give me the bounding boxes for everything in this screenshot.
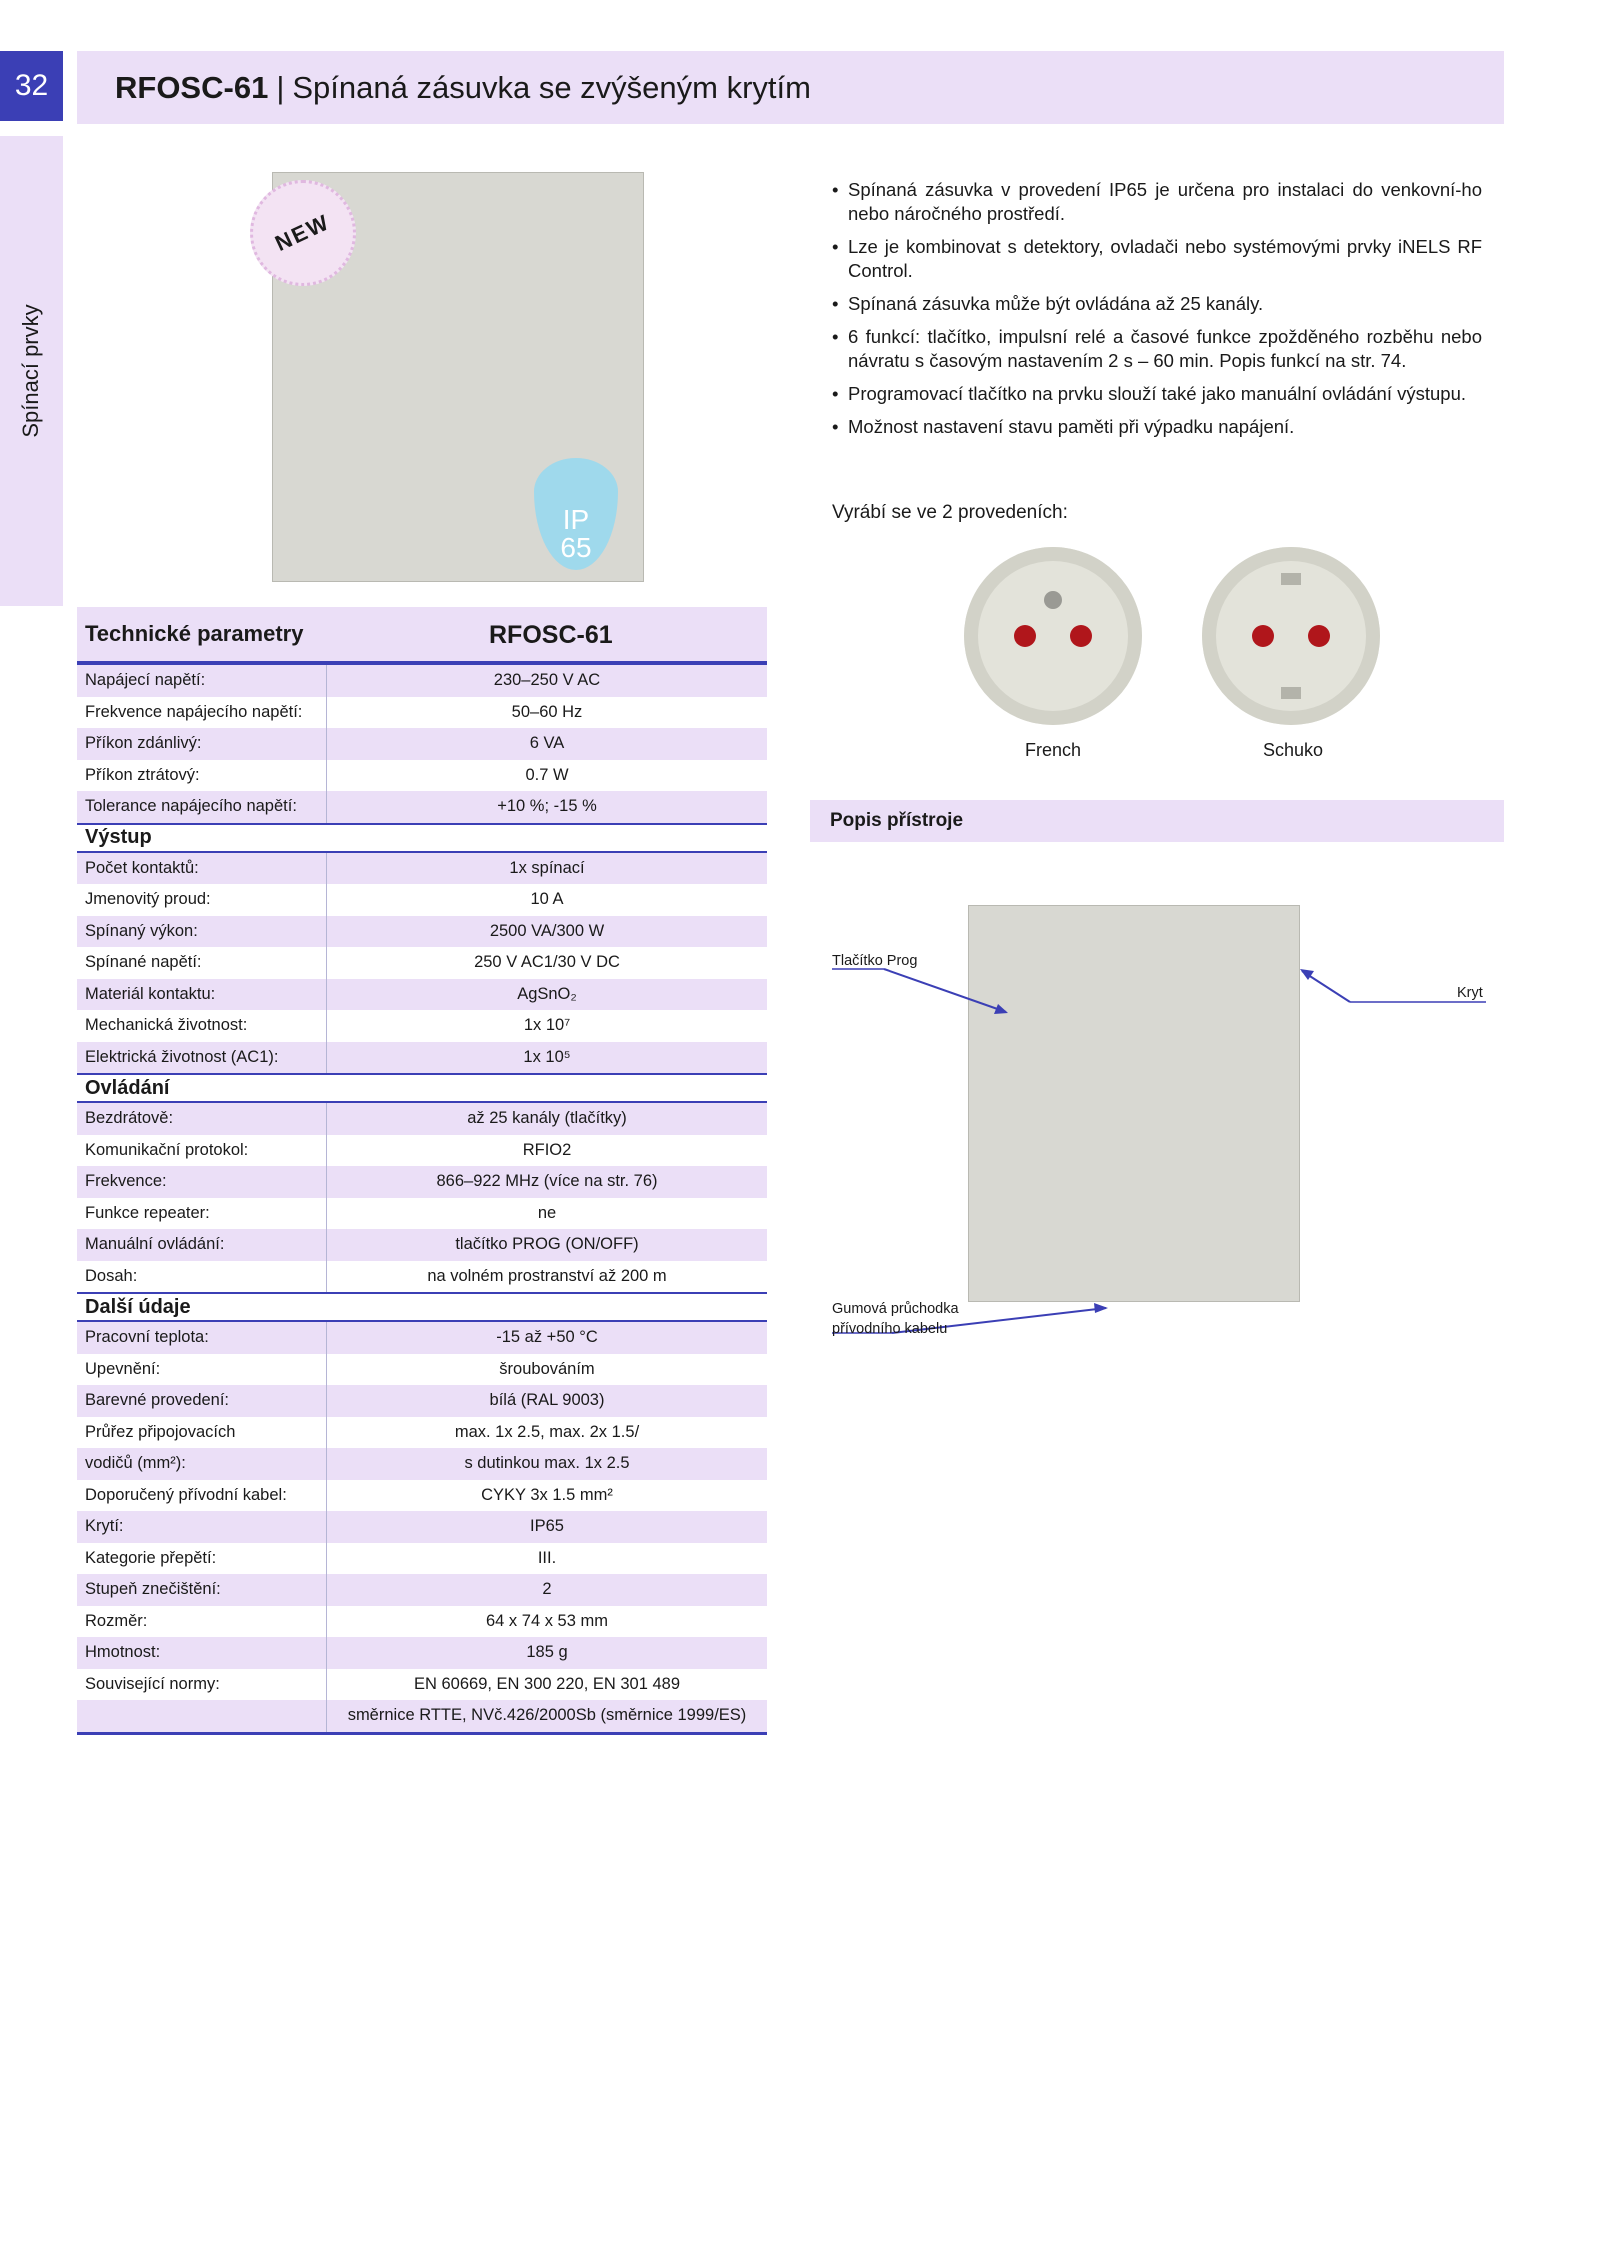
spec-row bbox=[77, 760, 767, 792]
spec-row bbox=[77, 728, 767, 760]
spec-row bbox=[77, 1511, 767, 1543]
spec-value: CYKY 3x 1.5 mm² bbox=[481, 1485, 613, 1504]
spec-row bbox=[77, 979, 767, 1011]
product-title: Spínaná zásuvka se zvýšeným krytím bbox=[292, 69, 811, 105]
spec-value: 6 VA bbox=[529, 734, 565, 753]
spec-key: Krytí: bbox=[77, 1511, 327, 1543]
spec-table-body bbox=[77, 665, 767, 1732]
spec-header-model: RFOSC-61 bbox=[489, 621, 613, 649]
spec-row bbox=[77, 1322, 767, 1354]
spec-value: bílá (RAL 9003) bbox=[489, 1391, 605, 1410]
spec-value: 10 A bbox=[530, 890, 564, 909]
feature-item: • Možnost nastavení stavu paměti při výpadku napájení. bbox=[832, 415, 1482, 439]
earth-pin bbox=[1044, 591, 1062, 609]
spec-section-title: Výstup bbox=[77, 823, 767, 853]
prog-arrowhead bbox=[994, 1004, 1008, 1014]
spec-value: AgSnO₂ bbox=[517, 984, 577, 1003]
spec-key: Pracovní teplota: bbox=[77, 1322, 327, 1354]
feature-item: • 6 funkcí: tlačítko, impulsní relé a časové funkce zpožděného rozběhu nebo návratu s časovým nastavením 2 s – 60 min. Popis funkcí na str. 74. bbox=[832, 325, 1482, 373]
variants-label: Vyrábí se ve 2 provedeních: bbox=[832, 502, 1068, 523]
description-header bbox=[810, 800, 1504, 842]
spec-key: Průřez připojovacích bbox=[77, 1417, 327, 1449]
spec-row bbox=[77, 1448, 767, 1480]
spec-value: šroubováním bbox=[499, 1359, 595, 1378]
spec-row bbox=[77, 1700, 767, 1732]
spec-value: III. bbox=[537, 1548, 557, 1567]
new-badge-label: NEW bbox=[271, 209, 335, 256]
spec-value: 1x 10⁷ bbox=[523, 1016, 571, 1035]
spec-row bbox=[77, 853, 767, 885]
spec-row bbox=[77, 697, 767, 729]
spec-key: Upevnění: bbox=[77, 1354, 327, 1386]
earth-clip bbox=[1281, 687, 1301, 699]
spec-value: směrnice RTTE, NVč.426/2000Sb (směrnice 1999/ES) bbox=[347, 1706, 747, 1725]
spec-value: max. 1x 2.5, max. 2x 1.5/ bbox=[454, 1422, 640, 1441]
socket-hole bbox=[1014, 625, 1036, 647]
spec-key: Manuální ovládání: bbox=[77, 1229, 327, 1261]
spec-row bbox=[77, 1543, 767, 1575]
callout-grommet-line2: přívodního kabelu bbox=[832, 1321, 948, 1337]
spec-value: 2 bbox=[542, 1580, 552, 1599]
french-socket-image bbox=[964, 547, 1142, 725]
spec-row bbox=[77, 1574, 767, 1606]
spec-row bbox=[77, 1669, 767, 1701]
ip-badge-bottom: 65 bbox=[560, 532, 592, 563]
spec-row bbox=[77, 1606, 767, 1638]
prog-arrow bbox=[884, 969, 1006, 1012]
spec-key bbox=[77, 1700, 327, 1732]
earth-clip bbox=[1281, 573, 1301, 585]
spec-table-header bbox=[77, 607, 767, 665]
spec-key: vodičů (mm²): bbox=[77, 1448, 327, 1480]
spec-row bbox=[77, 916, 767, 948]
socket-hole bbox=[1070, 625, 1092, 647]
spec-value: 50–60 Hz bbox=[511, 702, 583, 721]
spec-value: IP65 bbox=[530, 1517, 564, 1536]
spec-value: 1x 10⁵ bbox=[523, 1047, 571, 1066]
spec-key: Hmotnost: bbox=[77, 1637, 327, 1669]
variant-schuko-caption: Schuko bbox=[1263, 740, 1324, 760]
spec-value: EN 60669, EN 300 220, EN 301 489 bbox=[413, 1674, 681, 1693]
spec-row bbox=[77, 1385, 767, 1417]
spec-key: Jmenovitý proud: bbox=[77, 884, 327, 916]
spec-key: Barevné provedení: bbox=[77, 1385, 327, 1417]
spec-key: Příkon ztrátový: bbox=[77, 760, 327, 792]
spec-header-label: Technické parametry bbox=[85, 621, 304, 646]
page-header bbox=[77, 51, 1504, 124]
spec-section-title: Ovládání bbox=[77, 1073, 767, 1103]
spec-key: Frekvence napájecího napětí: bbox=[77, 697, 327, 729]
side-tab-label: Spínací prvky bbox=[18, 304, 43, 438]
spec-row bbox=[77, 1354, 767, 1386]
feature-list bbox=[832, 178, 1482, 448]
spec-key: Počet kontaktů: bbox=[77, 853, 327, 885]
feature-item: • Programovací tlačítko na prvku slouží také jako manuální ovládání výstupu. bbox=[832, 382, 1482, 406]
callout-cover: Kryt bbox=[1457, 985, 1483, 1001]
spec-value: 185 g bbox=[526, 1643, 568, 1662]
spec-value: RFIO2 bbox=[522, 1140, 572, 1159]
ip-badge-top: IP bbox=[562, 504, 590, 535]
spec-key: Související normy: bbox=[77, 1669, 327, 1701]
spec-row bbox=[77, 884, 767, 916]
spec-value: ne bbox=[537, 1203, 557, 1222]
spec-key: Frekvence: bbox=[77, 1166, 327, 1198]
spec-value: 250 V AC1/30 V DC bbox=[474, 953, 620, 972]
spec-row bbox=[77, 1042, 767, 1074]
callout-lines bbox=[810, 940, 1510, 1360]
spec-key: Dosah: bbox=[77, 1261, 327, 1293]
spec-row bbox=[77, 1261, 767, 1293]
spec-row bbox=[77, 1198, 767, 1230]
spec-key: Spínaný výkon: bbox=[77, 916, 327, 948]
spec-value: 866–922 MHz (více na str. 76) bbox=[436, 1172, 658, 1191]
variant-french-caption: French bbox=[1025, 740, 1082, 760]
spec-value: tlačítko PROG (ON/OFF) bbox=[455, 1235, 639, 1254]
spec-key: Materiál kontaktu: bbox=[77, 979, 327, 1011]
spec-row bbox=[77, 1480, 767, 1512]
spec-value: 1x spínací bbox=[509, 858, 585, 877]
socket-hole bbox=[1252, 625, 1274, 647]
spec-key: Bezdrátově: bbox=[77, 1103, 327, 1135]
spec-key: Stupeň znečištění: bbox=[77, 1574, 327, 1606]
spec-value: na volném prostranství až 200 m bbox=[427, 1266, 667, 1285]
spec-key: Tolerance napájecího napětí: bbox=[77, 791, 327, 823]
spec-key: Doporučený přívodní kabel: bbox=[77, 1480, 327, 1512]
spec-row bbox=[77, 1229, 767, 1261]
spec-value: -15 až +50 °C bbox=[496, 1328, 598, 1347]
spec-key: Rozměr: bbox=[77, 1606, 327, 1638]
spec-value: 230–250 V AC bbox=[493, 671, 601, 690]
spec-key: Příkon zdánlivý: bbox=[77, 728, 327, 760]
spec-row bbox=[77, 947, 767, 979]
spec-key: Kategorie přepětí: bbox=[77, 1543, 327, 1575]
page-title bbox=[115, 70, 811, 106]
spec-section-title: Další údaje bbox=[77, 1292, 767, 1322]
spec-row bbox=[77, 1135, 767, 1167]
spec-row bbox=[77, 1010, 767, 1042]
spec-value: 2500 VA/300 W bbox=[489, 921, 605, 940]
spec-key: Napájecí napětí: bbox=[77, 665, 327, 697]
spec-row bbox=[77, 1166, 767, 1198]
spec-value: až 25 kanály (tlačítky) bbox=[467, 1109, 627, 1128]
spec-value: +10 %; -15 % bbox=[497, 797, 597, 816]
spec-row bbox=[77, 1417, 767, 1449]
feature-item: • Lze je kombinovat s detektory, ovladači nebo systémovými prvky iNELS RF Control. bbox=[832, 235, 1482, 283]
spec-value: 64 x 74 x 53 mm bbox=[486, 1611, 608, 1630]
callout-grommet-line1: Gumová průchodka bbox=[832, 1301, 959, 1317]
side-tab bbox=[0, 136, 63, 606]
product-code: RFOSC-61 bbox=[115, 69, 269, 105]
callout-prog: Tlačítko Prog bbox=[832, 953, 918, 969]
spec-value: s dutinkou max. 1x 2.5 bbox=[464, 1454, 630, 1473]
spec-key: Elektrická životnost (AC1): bbox=[77, 1042, 327, 1074]
spec-key: Spínané napětí: bbox=[77, 947, 327, 979]
spec-table bbox=[77, 607, 767, 1735]
grommet-arrowhead bbox=[1094, 1303, 1108, 1313]
title-separator: | bbox=[276, 69, 285, 105]
socket-hole bbox=[1308, 625, 1330, 647]
feature-item: • Spínaná zásuvka v provedení IP65 je určena pro instalaci do venkovní-ho nebo náročného prostředí. bbox=[832, 178, 1482, 226]
new-badge bbox=[250, 180, 356, 286]
spec-key: Funkce repeater: bbox=[77, 1198, 327, 1230]
description-title: Popis přístroje bbox=[830, 810, 964, 831]
spec-key: Mechanická životnost: bbox=[77, 1010, 327, 1042]
page-number: 32 bbox=[0, 51, 63, 121]
spec-row bbox=[77, 1637, 767, 1669]
feature-item: • Spínaná zásuvka může být ovládána až 25 kanály. bbox=[832, 292, 1482, 316]
spec-row bbox=[77, 791, 767, 823]
schuko-socket-image bbox=[1202, 547, 1380, 725]
spec-value: 0.7 W bbox=[525, 765, 569, 784]
spec-row bbox=[77, 1103, 767, 1135]
spec-row bbox=[77, 665, 767, 697]
spec-key: Komunikační protokol: bbox=[77, 1135, 327, 1167]
spec-table-end bbox=[77, 1732, 767, 1735]
